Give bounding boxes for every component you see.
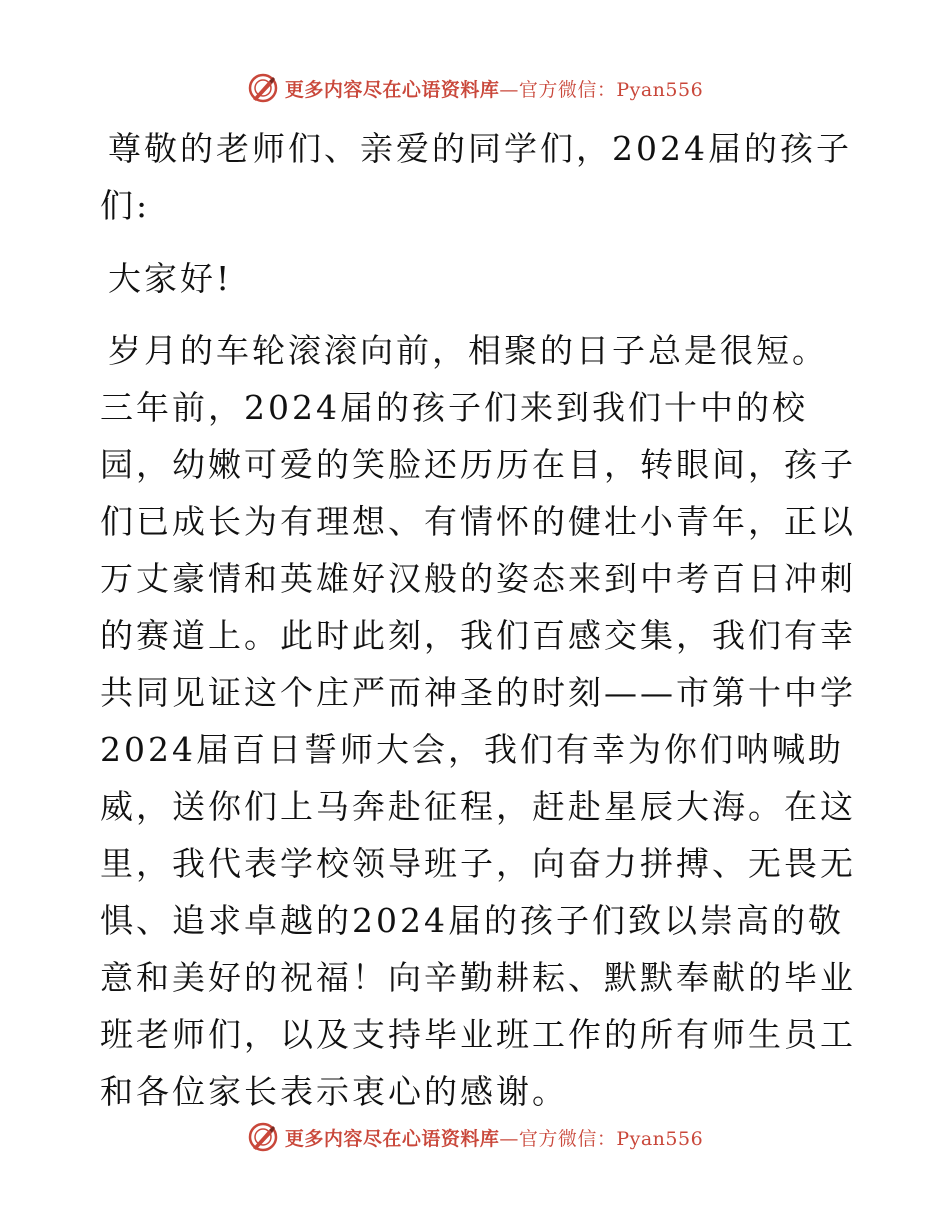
watermark-lead: 更多内容尽在心语资料库 xyxy=(284,78,500,101)
pen-logo-icon xyxy=(247,72,279,104)
header-watermark xyxy=(0,72,950,104)
speech-paragraph: 岁月的车轮滚滚向前，相聚的日子总是很短。三年前，2024届的孩子们来到我们十中的校园，幼嫩可爱的笑脸还历历在目，转眼间，孩子们已成长为有理想、有情怀的健壮小青年，正以万丈豪情和英雄好汉般的姿态来到中考百日冲刺的赛道上。此时此刻，我们百感交集，我们有幸共同见证这个庄严而神圣的时刻——市第十中学2024届百日誓师大会，我们有幸为你们呐喊助威，送你们上马奔赴征程，赶赴星辰大海。在这里，我代表学校领导班子，向奋力拼搏、无畏无惧、追求卓越的2024届的孩子们致以崇高的敬意和美好的祝福！向辛勤耕耘、默默奉献的毕业班老师们，以及支持毕业班工作的所有师生员工和各位家长表示衷心的感谢。 xyxy=(100,331,856,1111)
watermark-tail: 官方微信：Pyan556 xyxy=(518,1127,704,1150)
speech-hello: 大家好! xyxy=(108,259,233,298)
footer-watermark xyxy=(0,1121,950,1153)
header-watermark-text xyxy=(285,75,703,102)
pen-logo-icon xyxy=(247,1121,279,1153)
speech-greeting: 尊敬的老师们、亲爱的同学们，2024届的孩子们: xyxy=(100,129,852,225)
watermark-tail: 官方微信：Pyan556 xyxy=(518,78,704,101)
footer-watermark-text xyxy=(285,1124,703,1151)
watermark-separator: — xyxy=(499,1127,519,1150)
watermark-separator: — xyxy=(499,78,519,101)
watermark-lead: 更多内容尽在心语资料库 xyxy=(284,1127,500,1150)
